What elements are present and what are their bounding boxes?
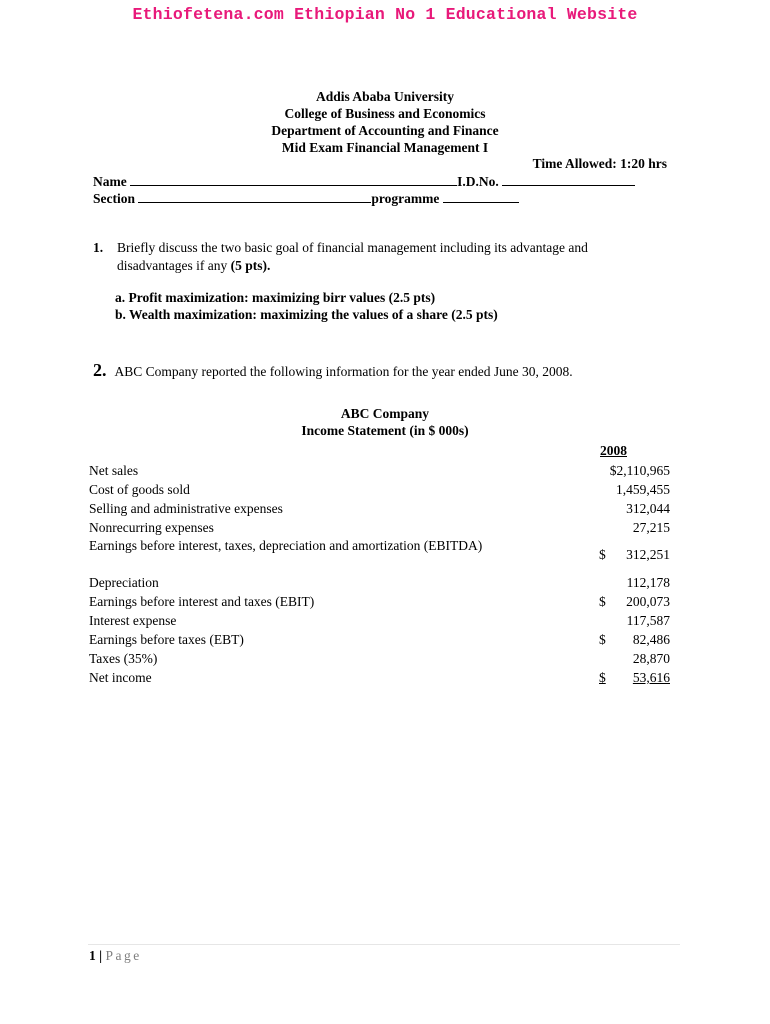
row-value: 82,486 [632, 632, 670, 647]
table-row [89, 461, 670, 480]
page-footer [89, 948, 142, 964]
question-2-text: ABC Company reported the following information for the year ended June 30, 2008. [114, 364, 573, 379]
page-separator: | [99, 948, 103, 963]
row-label: Earnings before taxes (EBT) [89, 632, 244, 647]
row-value: 53,616 [632, 670, 670, 685]
exam-header [0, 88, 770, 156]
section-programme-line [93, 190, 519, 207]
footer-divider [88, 944, 680, 945]
college-name: College of Business and Economics [284, 106, 486, 121]
row-dollar-sign: $ [599, 547, 606, 562]
question-1-number: 1. [93, 240, 104, 255]
row-value: 1,459,455 [616, 482, 670, 497]
row-label: Cost of goods sold [89, 482, 190, 497]
question-1 [93, 239, 673, 275]
row-dollar-sign: $ [599, 670, 606, 685]
row-value: 312,044 [626, 501, 670, 516]
row-label: Depreciation [89, 575, 159, 590]
row-label: Taxes (35%) [89, 651, 158, 666]
row-label: Net income [89, 670, 152, 685]
page-label: Page [105, 948, 142, 963]
question-1-line1: Briefly discuss the two basic goal of financial management including its advantage and [117, 240, 588, 255]
table-row [89, 649, 670, 668]
row-value: 200,073 [626, 594, 670, 609]
statement-title: Income Statement (in $ 000s) [301, 423, 469, 438]
name-blank[interactable] [130, 173, 457, 186]
row-dollar-sign: $ [599, 632, 606, 647]
row-dollar-sign: $ [599, 594, 606, 609]
income-statement-table [89, 461, 670, 687]
table-row [89, 537, 670, 573]
section-label: Section [93, 191, 135, 206]
university-name: Addis Ababa University [315, 89, 455, 104]
table-row [89, 518, 670, 537]
row-label: Earnings before interest, taxes, depreciation and amortization (EBITDA) [89, 538, 483, 553]
question-1-line2-text: disadvantages if any [117, 258, 228, 273]
table-row [89, 499, 670, 518]
programme-blank[interactable] [443, 190, 519, 203]
row-value: 312,251 [626, 547, 670, 562]
question-1-sub-b: b. Wealth maximization: maximizing the values of a share (2.5 pts) [115, 307, 498, 322]
table-row [89, 611, 670, 630]
row-label: Interest expense [89, 613, 177, 628]
row-value: 28,870 [632, 651, 670, 666]
statement-title-block [0, 405, 770, 439]
page-number: 1 [89, 948, 96, 963]
id-blank[interactable] [502, 173, 635, 186]
id-label: I.D.No. [457, 174, 499, 189]
site-banner: Ethiofetena.com Ethiopian No 1 Educational Website [132, 5, 638, 24]
row-label: Selling and administrative expenses [89, 501, 283, 516]
table-row [89, 592, 670, 611]
name-label: Name [93, 174, 127, 189]
question-1-text [117, 239, 673, 275]
question-2 [93, 360, 573, 381]
name-id-line [93, 173, 635, 190]
row-label: Earnings before interest and taxes (EBIT) [89, 594, 315, 609]
row-value: 117,587 [626, 613, 670, 628]
table-row [89, 630, 670, 649]
programme-label: programme [371, 191, 440, 206]
row-value: 112,178 [626, 575, 670, 590]
table-row [89, 480, 670, 499]
department-name: Department of Accounting and Finance [271, 123, 499, 138]
question-1-points: (5 pts). [230, 258, 271, 273]
row-label: Nonrecurring expenses [89, 520, 214, 535]
question-1-line2 [117, 257, 673, 275]
row-label: Net sales [89, 463, 139, 478]
row-value: $2,110,965 [609, 463, 670, 478]
table-row [89, 668, 670, 687]
section-blank[interactable] [138, 190, 371, 203]
statement-year: 2008 [600, 443, 627, 458]
time-allowed: Time Allowed: 1:20 hrs [532, 156, 667, 171]
table-row [89, 573, 670, 592]
question-1-sub-a: a. Profit maximization: maximizing birr values (2.5 pts) [115, 290, 436, 305]
statement-company: ABC Company [340, 406, 430, 421]
exam-title: Mid Exam Financial Management I [281, 140, 489, 155]
row-value: 27,215 [632, 520, 670, 535]
question-2-number: 2. [93, 360, 107, 380]
